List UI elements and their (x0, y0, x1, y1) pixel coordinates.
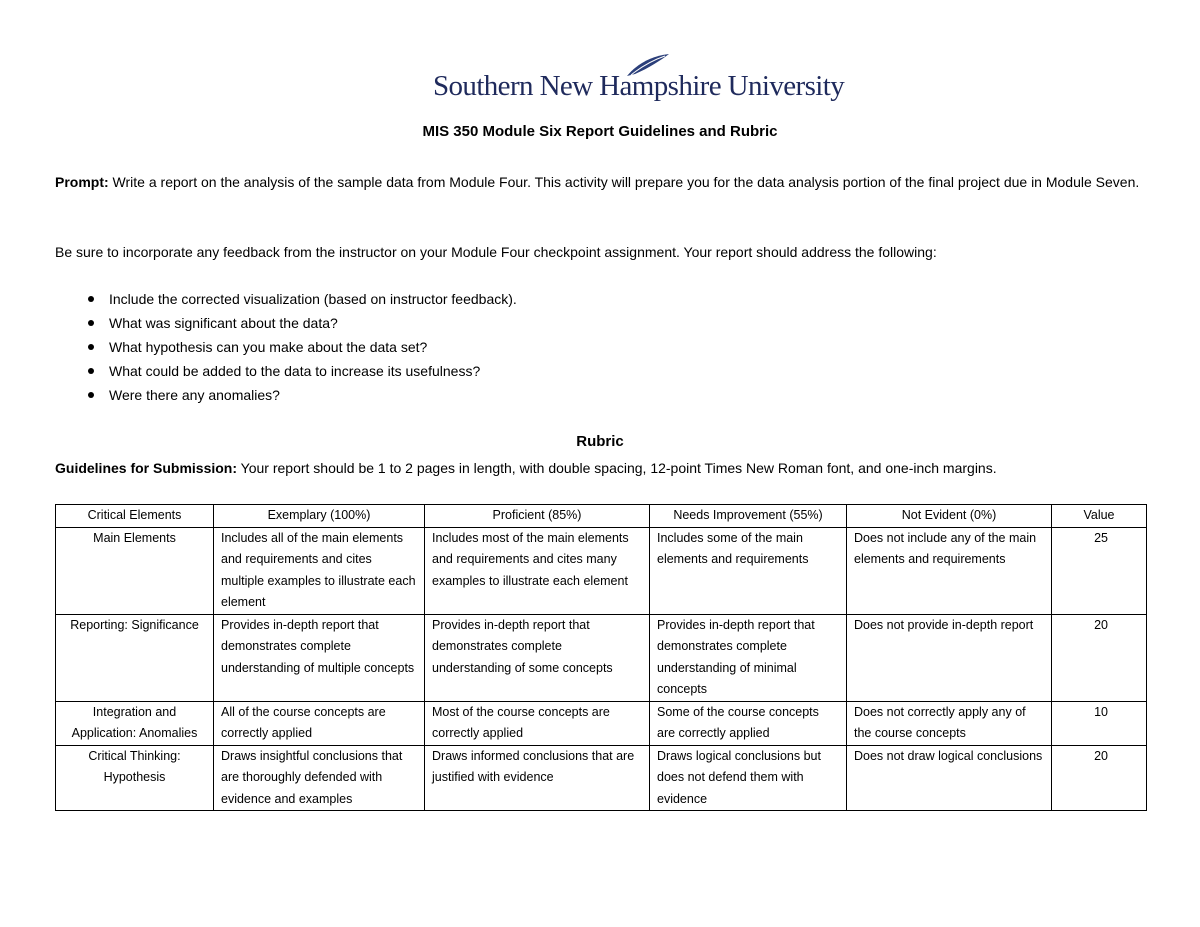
intro-paragraph: Be sure to incorporate any feedback from the instructor on your Module Four checkpoint assignment. Your report should address the following: (55, 244, 937, 260)
header-proficient: Proficient (85%) (425, 505, 650, 528)
table-row (56, 745, 1147, 811)
bullet-icon (88, 320, 94, 326)
logo-wordmark: Southern New Hampshire University (433, 70, 845, 102)
guidelines-text: Your report should be 1 to 2 pages in length, with double spacing, 12-point Times New Roman font, and one-inch margins. (237, 460, 997, 476)
proficient-cell: Provides in-depth report that demonstrates complete understanding of some concepts (425, 614, 650, 701)
needs-improvement-cell: Draws logical conclusions but does not defend them with evidence (650, 745, 847, 811)
guidelines-label: Guidelines for Submission: (55, 460, 238, 476)
bullet-icon (88, 344, 94, 350)
guidelines-paragraph (55, 456, 1150, 480)
requirements-list (55, 287, 517, 407)
proficient-cell: Draws informed conclusions that are justified with evidence (425, 745, 650, 811)
not-evident-cell: Does not include any of the main elements and requirements (847, 527, 1052, 614)
bullet-icon (88, 392, 94, 398)
table-row (56, 527, 1147, 614)
header-exemplary: Exemplary (100%) (214, 505, 425, 528)
list-item (55, 335, 517, 359)
list-item-text: What was significant about the data? (109, 315, 338, 331)
exemplary-cell: Draws insightful conclusions that are thoroughly defended with evidence and examples (214, 745, 425, 811)
list-item-text: What could be added to the data to increase its usefulness? (109, 363, 481, 379)
value-cell: 20 (1052, 614, 1147, 701)
list-item-text: What hypothesis can you make about the data set? (109, 339, 428, 355)
header-critical-elements: Critical Elements (56, 505, 214, 528)
page-title: MIS 350 Module Six Report Guidelines and Rubric (422, 123, 778, 140)
bullet-icon (88, 368, 94, 374)
header-needs-improvement: Needs Improvement (55%) (650, 505, 847, 528)
rubric-heading: Rubric (576, 433, 624, 450)
list-item (55, 287, 517, 311)
prompt-paragraph (55, 170, 1150, 194)
proficient-cell: Most of the course concepts are correctly applied (425, 701, 650, 745)
rubric-table (55, 504, 1147, 811)
table-header-row (56, 505, 1147, 528)
value-cell: 25 (1052, 527, 1147, 614)
not-evident-cell: Does not provide in-depth report (847, 614, 1052, 701)
list-item (55, 311, 517, 335)
bullet-icon (88, 296, 94, 302)
list-item (55, 359, 517, 383)
needs-improvement-cell: Includes some of the main elements and requirements (650, 527, 847, 614)
header-value: Value (1052, 505, 1147, 528)
value-cell: 10 (1052, 701, 1147, 745)
exemplary-cell: Includes all of the main elements and requirements and cites multiple examples to illustrate each element (214, 527, 425, 614)
not-evident-cell: Does not correctly apply any of the course concepts (847, 701, 1052, 745)
list-item-text: Were there any anomalies? (109, 387, 280, 403)
not-evident-cell: Does not draw logical conclusions (847, 745, 1052, 811)
critical-element-cell: Integration and Application: Anomalies (56, 701, 214, 745)
exemplary-cell: Provides in-depth report that demonstrates complete understanding of multiple concepts (214, 614, 425, 701)
university-logo (433, 52, 845, 108)
critical-element-cell: Main Elements (56, 527, 214, 614)
critical-element-cell: Critical Thinking: Hypothesis (56, 745, 214, 811)
prompt-text: Write a report on the analysis of the sample data from Module Four. This activity will prepare you for the data analysis portion of the final project due in Module Seven. (108, 174, 1140, 190)
list-item (55, 383, 517, 407)
list-item-text: Include the corrected visualization (based on instructor feedback). (109, 291, 517, 307)
critical-element-cell: Reporting: Significance (56, 614, 214, 701)
prompt-label: Prompt: (55, 174, 109, 190)
table-row (56, 701, 1147, 745)
exemplary-cell: All of the course concepts are correctly applied (214, 701, 425, 745)
proficient-cell: Includes most of the main elements and requirements and cites many examples to illustrate each element (425, 527, 650, 614)
needs-improvement-cell: Some of the course concepts are correctly applied (650, 701, 847, 745)
value-cell: 20 (1052, 745, 1147, 811)
needs-improvement-cell: Provides in-depth report that demonstrates complete understanding of minimal concepts (650, 614, 847, 701)
table-row (56, 614, 1147, 701)
header-not-evident: Not Evident (0%) (847, 505, 1052, 528)
